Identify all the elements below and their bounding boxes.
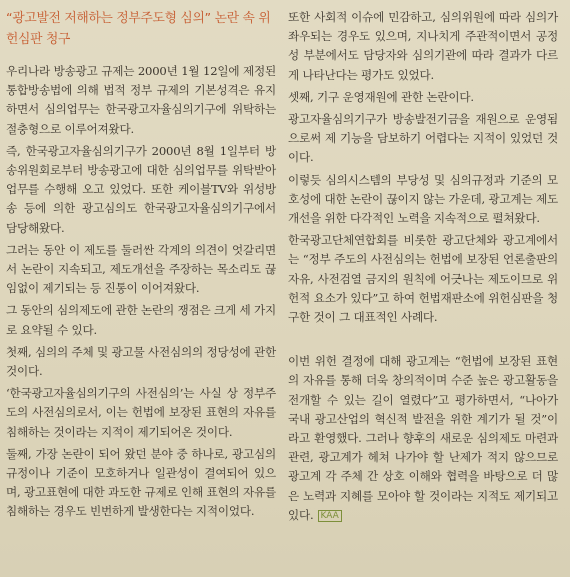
section-heading: “광고발전 저해하는 정부주도형 심의” 논란 속 위헌심판 청구 <box>6 11 271 47</box>
end-mark-logo: KAA <box>318 510 342 522</box>
paragraph: 또한 사회적 이슈에 민감하고, 심의위원에 따라 심의가 좌우되는 경우도 있으며, 지나치게 주관적이면서 공정성 부분에서도 담당자와 심의기관에 따라 결과가 다르게 나타난다는 평가도 있었다. <box>288 10 558 82</box>
closing-text: 이번 위헌 결정에 대해 광고계는 “헌법에 보장된 표현의 자유를 통해 더욱 창의적이며 수준 높은 광고활동을 전개할 수 있는 길이 열렸다”고 평가하면서, “나아가 국내 광고산업의 혁신적 발전을 위한 계기가 될 것”이라고 환영했다. 그러나 향후의 새로운 심의제도 마련과 관련, 광고계가 헤쳐 나가야 할 난제가 적지 않으므로 광고계 각 주체 간 상호 이해와 협력을 바탕으로 더 많은 노력과 지혜를 모아야 할 것이라는 지적도 제기되고 있다. <box>288 354 558 522</box>
paragraph: 둘째, 가장 논란이 되어 왔던 분야 중 하나로, 광고심의 규정이나 기준이 모호하거나 일관성이 결여되어 있으며, 광고표현에 대한 과도한 규제로 인해 표현의 자유를 침해하는 경우도 빈번하게 발생한다는 지적이었다. <box>6 446 276 519</box>
paragraph: 이렇듯 심의시스템의 부당성 및 심의규정과 기준의 모호성에 대한 논란이 끊이지 않는 가운데, 광고계는 제도개선을 위한 다각적인 노력을 지속적으로 펼쳐왔다. <box>288 172 558 226</box>
paragraph: 그러는 동안 이 제도를 둘러싼 각계의 의견이 엇갈리면서 논란이 지속되고, 제도개선을 주장하는 목소리도 끊임없이 제기되는 등 진통이 이어져왔다. <box>6 242 276 296</box>
paragraph: 광고자율심의기구가 방송발전기금을 재원으로 운영됨으로써 제 기능을 담보하기 어렵다는 지적이 있었던 것이다. <box>288 112 558 165</box>
paragraph-gap <box>288 330 558 352</box>
paragraph: 첫째, 심의의 주체 및 광고물 사전심의의 정당성에 관한 것이다. <box>6 344 276 379</box>
paragraph: 그 동안의 심의제도에 관한 논란의 쟁점은 크게 세 가지로 요약될 수 있다. <box>6 303 276 337</box>
left-column <box>6 8 276 577</box>
right-column <box>288 8 558 577</box>
closing-paragraph <box>288 352 558 525</box>
paragraph: ‘한국광고자율심의기구의 사전심의’는 사실 상 정부주도의 사전심의로서, 이는 헌법에 보장된 표현의 자유를 침해하는 것이라는 지적이 제기되어온 것이다. <box>6 386 276 439</box>
paragraph: 즉, 한국광고자율심의기구가 2000년 8월 1일부터 방송위원회로부터 방송광고에 대한 심의업무를 위탁받아 업무를 수행해 오고 있었다. 또한 케이블TV와 위성방송 등에 의한 광고심의도 한국광고자율심의기구에서 담당해왔다. <box>6 143 276 235</box>
paragraph: 우리나라 방송광고 규제는 2000년 1월 12일에 제정된 통합방송법에 의해 법적 정부 규제의 기본성격은 유지하면서 심의업무는 한국광고자율심의기구에 위탁하는 절충형으로 이루어져왔다. <box>6 64 276 136</box>
paragraph: 한국광고단체연합회를 비롯한 광고단체와 광고계에서는 “정부 주도의 사전심의는 헌법에 보장된 언론출판의 자유, 사전검열 금지의 원칙에 어긋나는 제도이므로 위헌적 요소가 있다”고 하여 헌법재판소에 위헌심판을 청구한 것이 그 대표적인 사례다. <box>288 233 558 325</box>
paragraph: 셋째, 기구 운영재원에 관한 논란이다. <box>288 89 474 104</box>
